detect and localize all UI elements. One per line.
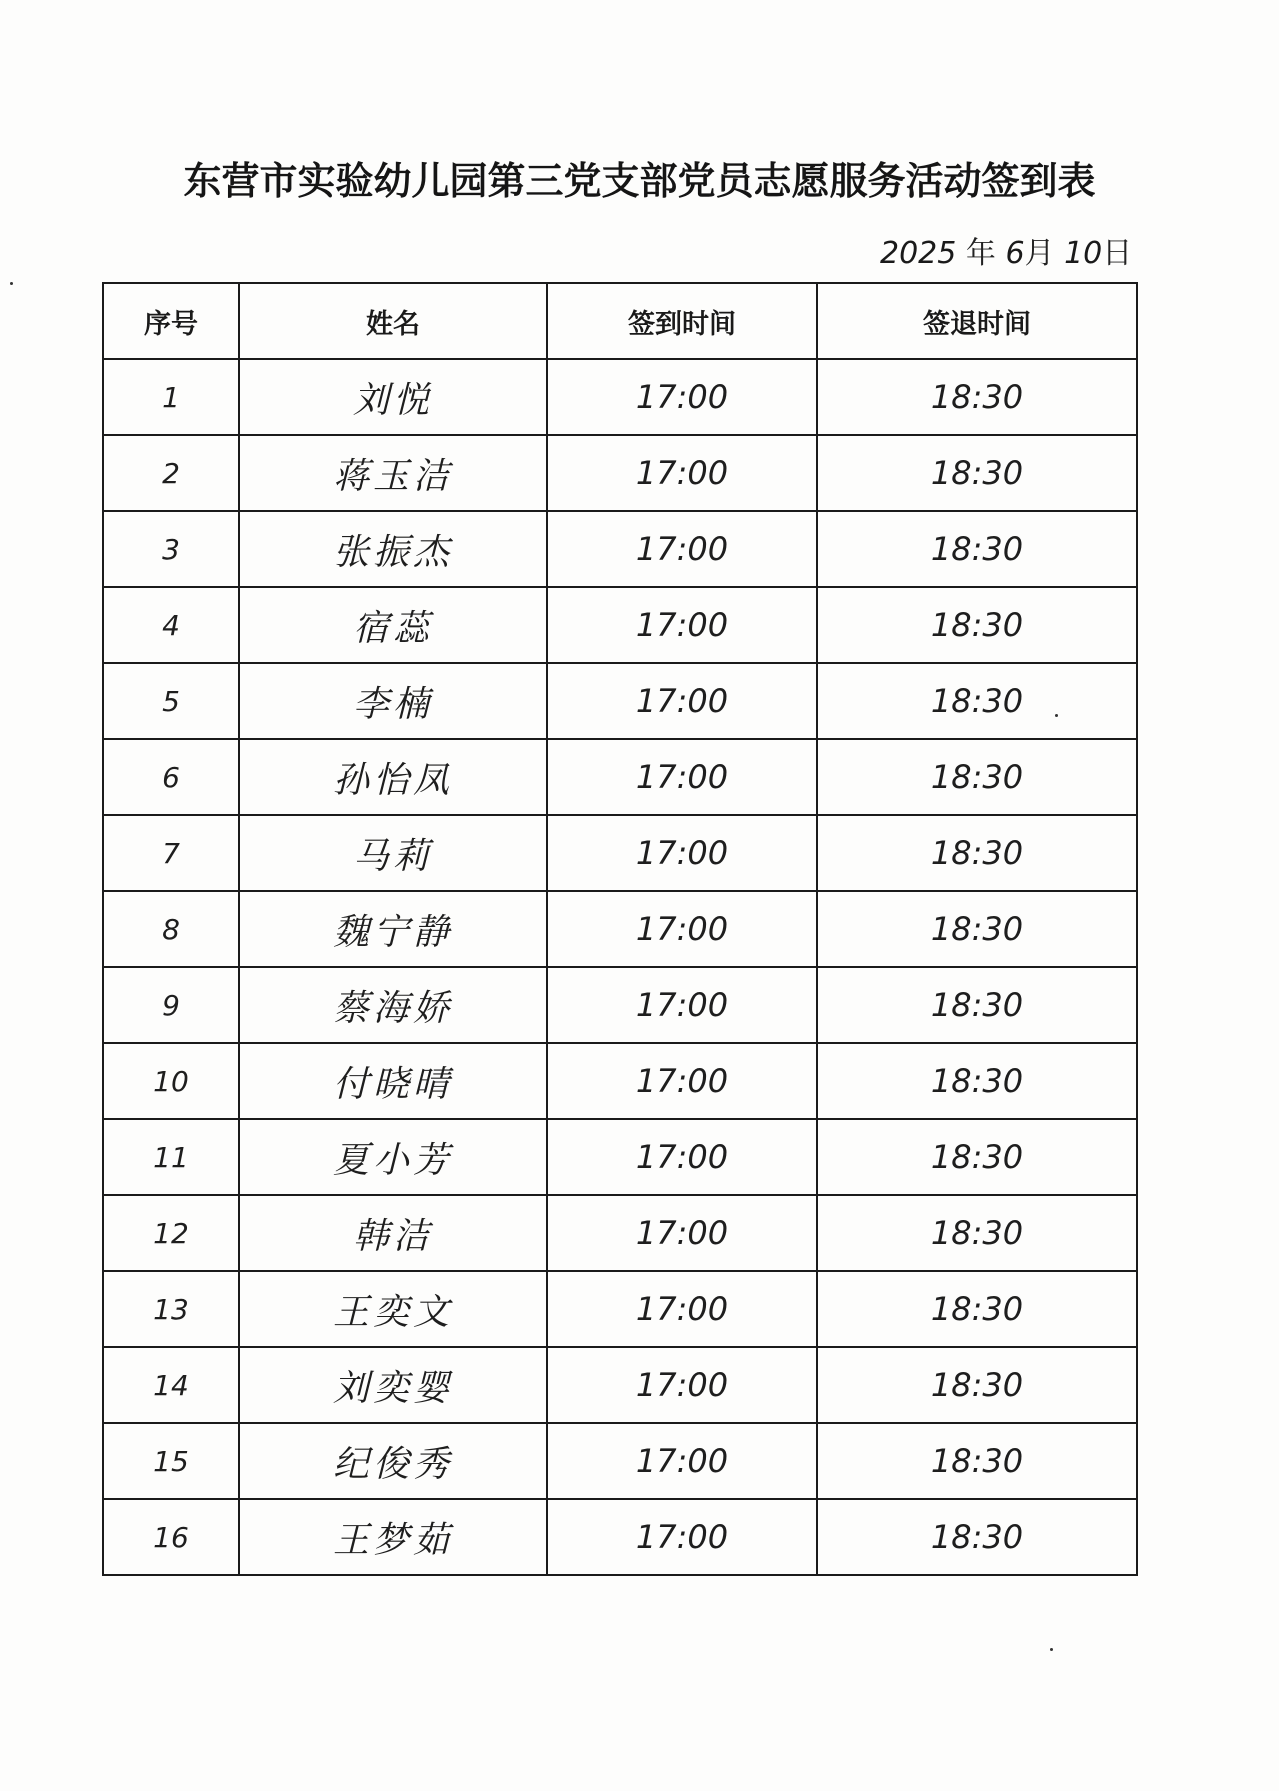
row-number: 12 bbox=[103, 1195, 239, 1271]
row-sign-in-time: 17:00 bbox=[547, 663, 817, 739]
row-name-signature: 张振杰 bbox=[239, 511, 547, 587]
row-number: 4 bbox=[103, 587, 239, 663]
row-name-signature: 王奕文 bbox=[239, 1271, 547, 1347]
row-number: 7 bbox=[103, 815, 239, 891]
row-sign-in-time: 17:00 bbox=[547, 815, 817, 891]
row-number: 6 bbox=[103, 739, 239, 815]
row-name-signature: 刘悦 bbox=[239, 359, 547, 435]
row-number: 8 bbox=[103, 891, 239, 967]
table-row bbox=[103, 359, 1137, 435]
row-name-signature: 马莉 bbox=[239, 815, 547, 891]
document-date bbox=[880, 228, 1132, 272]
date-day-unit: 日 bbox=[1102, 236, 1133, 271]
table-row bbox=[103, 1347, 1137, 1423]
row-sign-in-time: 17:00 bbox=[547, 1119, 817, 1195]
document-title: 东营市实验幼儿园第三党支部党员志愿服务活动签到表 bbox=[183, 158, 1096, 203]
row-sign-in-time: 17:00 bbox=[547, 739, 817, 815]
row-name-signature: 纪俊秀 bbox=[239, 1423, 547, 1499]
header-sign-out: 签退时间 bbox=[817, 283, 1137, 359]
table-row bbox=[103, 435, 1137, 511]
row-sign-out-time: 18:30 bbox=[817, 967, 1137, 1043]
row-sign-in-time: 17:00 bbox=[547, 891, 817, 967]
table-row bbox=[103, 1271, 1137, 1347]
row-sign-in-time: 17:00 bbox=[547, 1043, 817, 1119]
row-sign-out-time: 18:30 bbox=[817, 435, 1137, 511]
row-sign-in-time: 17:00 bbox=[547, 587, 817, 663]
date-day: 10 bbox=[1064, 236, 1103, 271]
table-row bbox=[103, 587, 1137, 663]
row-name-signature: 刘奕婴 bbox=[239, 1347, 547, 1423]
row-number: 5 bbox=[103, 663, 239, 739]
row-sign-out-time: 18:30 bbox=[817, 891, 1137, 967]
row-sign-in-time: 17:00 bbox=[547, 1423, 817, 1499]
row-sign-out-time: 18:30 bbox=[817, 1271, 1137, 1347]
table-row bbox=[103, 1499, 1137, 1575]
row-name-signature: 夏小芳 bbox=[239, 1119, 547, 1195]
row-number: 13 bbox=[103, 1271, 239, 1347]
table-row bbox=[103, 1423, 1137, 1499]
row-sign-out-time: 18:30 bbox=[817, 511, 1137, 587]
row-sign-in-time: 17:00 bbox=[547, 1271, 817, 1347]
row-sign-out-time: 18:30 bbox=[817, 1195, 1137, 1271]
row-name-signature: 孙怡凤 bbox=[239, 739, 547, 815]
row-sign-in-time: 17:00 bbox=[547, 967, 817, 1043]
table-row bbox=[103, 739, 1137, 815]
row-sign-in-time: 17:00 bbox=[547, 1195, 817, 1271]
row-number: 3 bbox=[103, 511, 239, 587]
sign-in-table bbox=[102, 282, 1138, 1576]
row-name-signature: 魏宁静 bbox=[239, 891, 547, 967]
paper-speck bbox=[10, 282, 13, 285]
table-row bbox=[103, 1119, 1137, 1195]
row-sign-out-time: 18:30 bbox=[817, 663, 1137, 739]
row-number: 15 bbox=[103, 1423, 239, 1499]
row-sign-in-time: 17:00 bbox=[547, 511, 817, 587]
row-sign-out-time: 18:30 bbox=[817, 359, 1137, 435]
row-sign-out-time: 18:30 bbox=[817, 1499, 1137, 1575]
table-row bbox=[103, 815, 1137, 891]
row-sign-out-time: 18:30 bbox=[817, 1423, 1137, 1499]
table-row bbox=[103, 511, 1137, 587]
row-number: 16 bbox=[103, 1499, 239, 1575]
row-sign-out-time: 18:30 bbox=[817, 739, 1137, 815]
date-year: 2025 bbox=[880, 236, 957, 271]
row-number: 9 bbox=[103, 967, 239, 1043]
header-no: 序号 bbox=[103, 283, 239, 359]
row-sign-in-time: 17:00 bbox=[547, 435, 817, 511]
header-sign-in: 签到时间 bbox=[547, 283, 817, 359]
table-row bbox=[103, 1043, 1137, 1119]
paper-speck bbox=[1050, 1648, 1053, 1651]
row-number: 11 bbox=[103, 1119, 239, 1195]
row-sign-out-time: 18:30 bbox=[817, 815, 1137, 891]
date-month: 6 bbox=[1005, 236, 1025, 271]
row-sign-out-time: 18:30 bbox=[817, 1119, 1137, 1195]
row-name-signature: 蔡海娇 bbox=[239, 967, 547, 1043]
table-row bbox=[103, 891, 1137, 967]
row-name-signature: 付晓晴 bbox=[239, 1043, 547, 1119]
row-number: 14 bbox=[103, 1347, 239, 1423]
row-name-signature: 王梦茹 bbox=[239, 1499, 547, 1575]
table-header-row bbox=[103, 283, 1137, 359]
row-number: 2 bbox=[103, 435, 239, 511]
table-row bbox=[103, 1195, 1137, 1271]
row-number: 1 bbox=[103, 359, 239, 435]
row-sign-out-time: 18:30 bbox=[817, 587, 1137, 663]
table-row bbox=[103, 663, 1137, 739]
row-name-signature: 李楠 bbox=[239, 663, 547, 739]
header-name: 姓名 bbox=[239, 283, 547, 359]
row-number: 10 bbox=[103, 1043, 239, 1119]
table-row bbox=[103, 967, 1137, 1043]
row-sign-in-time: 17:00 bbox=[547, 1499, 817, 1575]
date-year-unit: 年 bbox=[965, 236, 996, 271]
row-sign-in-time: 17:00 bbox=[547, 359, 817, 435]
row-sign-out-time: 18:30 bbox=[817, 1043, 1137, 1119]
date-month-unit: 月 bbox=[1024, 236, 1055, 271]
row-sign-out-time: 18:30 bbox=[817, 1347, 1137, 1423]
row-name-signature: 蒋玉洁 bbox=[239, 435, 547, 511]
row-name-signature: 宿蕊 bbox=[239, 587, 547, 663]
paper-speck bbox=[1055, 714, 1058, 717]
row-name-signature: 韩洁 bbox=[239, 1195, 547, 1271]
row-sign-in-time: 17:00 bbox=[547, 1347, 817, 1423]
